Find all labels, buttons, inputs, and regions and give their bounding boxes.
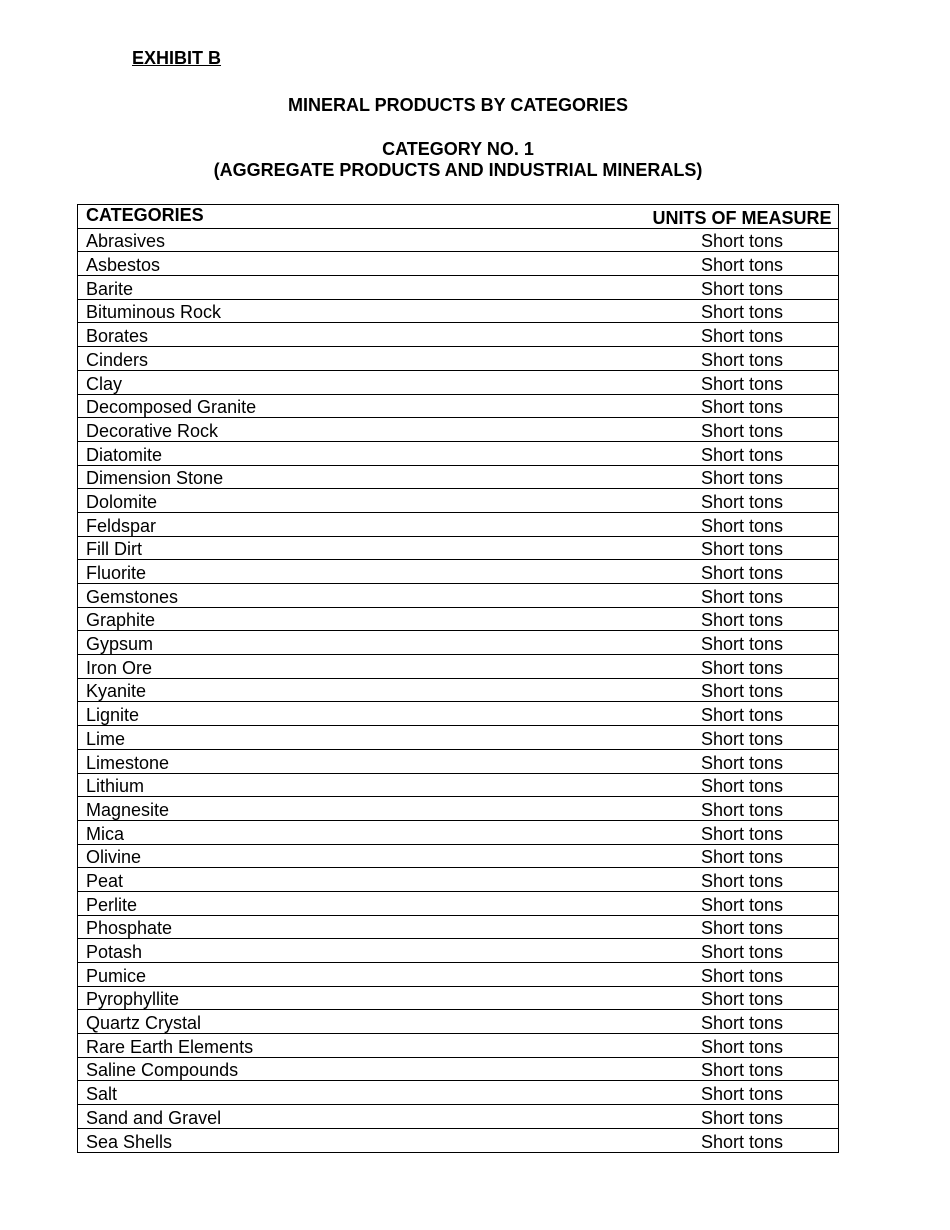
table-row: [78, 323, 839, 347]
mineral-name-cell: Pyrophyllite: [78, 986, 617, 1010]
table-row: [78, 394, 839, 418]
unit-of-measure-cell: Short tons: [616, 323, 839, 347]
table-row: [78, 915, 839, 939]
mineral-name-cell: Clay: [78, 370, 617, 394]
category-number: CATEGORY NO. 1: [382, 139, 534, 159]
mineral-name-cell: Sea Shells: [78, 1128, 617, 1152]
mineral-name-cell: Lithium: [78, 773, 617, 797]
mineral-name-cell: Magnesite: [78, 797, 617, 821]
mineral-name-cell: Diatomite: [78, 441, 617, 465]
unit-of-measure-cell: Short tons: [616, 702, 839, 726]
table-row: [78, 347, 839, 371]
mineral-name-cell: Sand and Gravel: [78, 1105, 617, 1129]
unit-of-measure-cell: Short tons: [616, 584, 839, 608]
table-header-row: [78, 205, 839, 229]
mineral-name-cell: Peat: [78, 868, 617, 892]
unit-of-measure-cell: Short tons: [616, 536, 839, 560]
table-row: [78, 702, 839, 726]
mineral-name-cell: Perlite: [78, 891, 617, 915]
mineral-name-cell: Dimension Stone: [78, 465, 617, 489]
unit-of-measure-cell: Short tons: [616, 986, 839, 1010]
unit-of-measure-cell: Short tons: [616, 299, 839, 323]
mineral-name-cell: Phosphate: [78, 915, 617, 939]
unit-of-measure-cell: Short tons: [616, 607, 839, 631]
unit-of-measure-cell: Short tons: [616, 939, 839, 963]
unit-of-measure-cell: Short tons: [616, 228, 839, 252]
unit-of-measure-cell: Short tons: [616, 844, 839, 868]
mineral-name-cell: Bituminous Rock: [78, 299, 617, 323]
unit-of-measure-cell: Short tons: [616, 963, 839, 987]
mineral-name-cell: Lime: [78, 726, 617, 750]
table-row: [78, 631, 839, 655]
mineral-name-cell: Kyanite: [78, 678, 617, 702]
unit-of-measure-cell: Short tons: [616, 418, 839, 442]
mineral-name-cell: Fill Dirt: [78, 536, 617, 560]
exhibit-label: EXHIBIT B: [132, 48, 222, 68]
unit-of-measure-cell: Short tons: [616, 370, 839, 394]
unit-of-measure-cell: Short tons: [616, 891, 839, 915]
mineral-name-cell: Salt: [78, 1081, 617, 1105]
unit-of-measure-cell: Short tons: [616, 749, 839, 773]
table-row: [78, 560, 839, 584]
table-row: [78, 749, 839, 773]
unit-of-measure-cell: Short tons: [616, 726, 839, 750]
table-row: [78, 655, 839, 679]
mineral-name-cell: Graphite: [78, 607, 617, 631]
mineral-name-cell: Mica: [78, 820, 617, 844]
unit-of-measure-cell: Short tons: [616, 465, 839, 489]
unit-of-measure-cell: Short tons: [616, 1057, 839, 1081]
table-row: [78, 1081, 839, 1105]
table-row: [78, 276, 839, 300]
column-header-units: UNITS OF MEASURE: [616, 205, 839, 229]
unit-of-measure-cell: Short tons: [616, 678, 839, 702]
unit-of-measure-cell: Short tons: [616, 441, 839, 465]
table-row: [78, 370, 839, 394]
table-row: [78, 726, 839, 750]
unit-of-measure-cell: Short tons: [616, 512, 839, 536]
unit-of-measure-cell: Short tons: [616, 797, 839, 821]
table-row: [78, 844, 839, 868]
unit-of-measure-cell: Short tons: [616, 868, 839, 892]
unit-of-measure-cell: Short tons: [616, 915, 839, 939]
table-row: [78, 939, 839, 963]
mineral-name-cell: Decorative Rock: [78, 418, 617, 442]
unit-of-measure-cell: Short tons: [616, 655, 839, 679]
table-row: [78, 1057, 839, 1081]
mineral-name-cell: Barite: [78, 276, 617, 300]
mineral-name-cell: Lignite: [78, 702, 617, 726]
mineral-name-cell: Limestone: [78, 749, 617, 773]
table-body: [78, 228, 839, 1152]
mineral-name-cell: Decomposed Granite: [78, 394, 617, 418]
unit-of-measure-cell: Short tons: [616, 560, 839, 584]
mineral-name-cell: Rare Earth Elements: [78, 1034, 617, 1058]
table-row: [78, 868, 839, 892]
unit-of-measure-cell: Short tons: [616, 820, 839, 844]
table-row: [78, 963, 839, 987]
table-row: [78, 584, 839, 608]
table-row: [78, 512, 839, 536]
page-title: MINERAL PRODUCTS BY CATEGORIES: [287, 95, 629, 115]
unit-of-measure-cell: Short tons: [616, 1010, 839, 1034]
mineral-name-cell: Quartz Crystal: [78, 1010, 617, 1034]
table-row: [78, 797, 839, 821]
mineral-name-cell: Gypsum: [78, 631, 617, 655]
mineral-name-cell: Dolomite: [78, 489, 617, 513]
unit-of-measure-cell: Short tons: [616, 1128, 839, 1152]
unit-of-measure-cell: Short tons: [616, 276, 839, 300]
unit-of-measure-cell: Short tons: [616, 347, 839, 371]
mineral-name-cell: Abrasives: [78, 228, 617, 252]
table-row: [78, 891, 839, 915]
table-row: [78, 536, 839, 560]
mineral-name-cell: Saline Compounds: [78, 1057, 617, 1081]
mineral-name-cell: Pumice: [78, 963, 617, 987]
mineral-name-cell: Olivine: [78, 844, 617, 868]
mineral-name-cell: Fluorite: [78, 560, 617, 584]
table-row: [78, 252, 839, 276]
unit-of-measure-cell: Short tons: [616, 252, 839, 276]
mineral-name-cell: Asbestos: [78, 252, 617, 276]
mineral-products-table: [77, 204, 839, 1153]
unit-of-measure-cell: Short tons: [616, 1034, 839, 1058]
mineral-name-cell: Cinders: [78, 347, 617, 371]
unit-of-measure-cell: Short tons: [616, 1081, 839, 1105]
table-row: [78, 773, 839, 797]
table-row: [78, 678, 839, 702]
table-row: [78, 299, 839, 323]
unit-of-measure-cell: Short tons: [616, 1105, 839, 1129]
table-row: [78, 441, 839, 465]
table-row: [78, 418, 839, 442]
unit-of-measure-cell: Short tons: [616, 773, 839, 797]
unit-of-measure-cell: Short tons: [616, 631, 839, 655]
mineral-name-cell: Gemstones: [78, 584, 617, 608]
unit-of-measure-cell: Short tons: [616, 489, 839, 513]
table-row: [78, 986, 839, 1010]
table-row: [78, 465, 839, 489]
table-row: [78, 607, 839, 631]
table-row: [78, 1010, 839, 1034]
table-row: [78, 820, 839, 844]
table-row: [78, 1034, 839, 1058]
mineral-name-cell: Iron Ore: [78, 655, 617, 679]
unit-of-measure-cell: Short tons: [616, 394, 839, 418]
table-row: [78, 489, 839, 513]
table-row: [78, 1105, 839, 1129]
category-subtitle: (AGGREGATE PRODUCTS AND INDUSTRIAL MINERALS): [213, 160, 703, 180]
column-header-categories: CATEGORIES: [78, 205, 617, 229]
table-row: [78, 228, 839, 252]
mineral-name-cell: Borates: [78, 323, 617, 347]
mineral-name-cell: Potash: [78, 939, 617, 963]
table-row: [78, 1128, 839, 1152]
mineral-name-cell: Feldspar: [78, 512, 617, 536]
